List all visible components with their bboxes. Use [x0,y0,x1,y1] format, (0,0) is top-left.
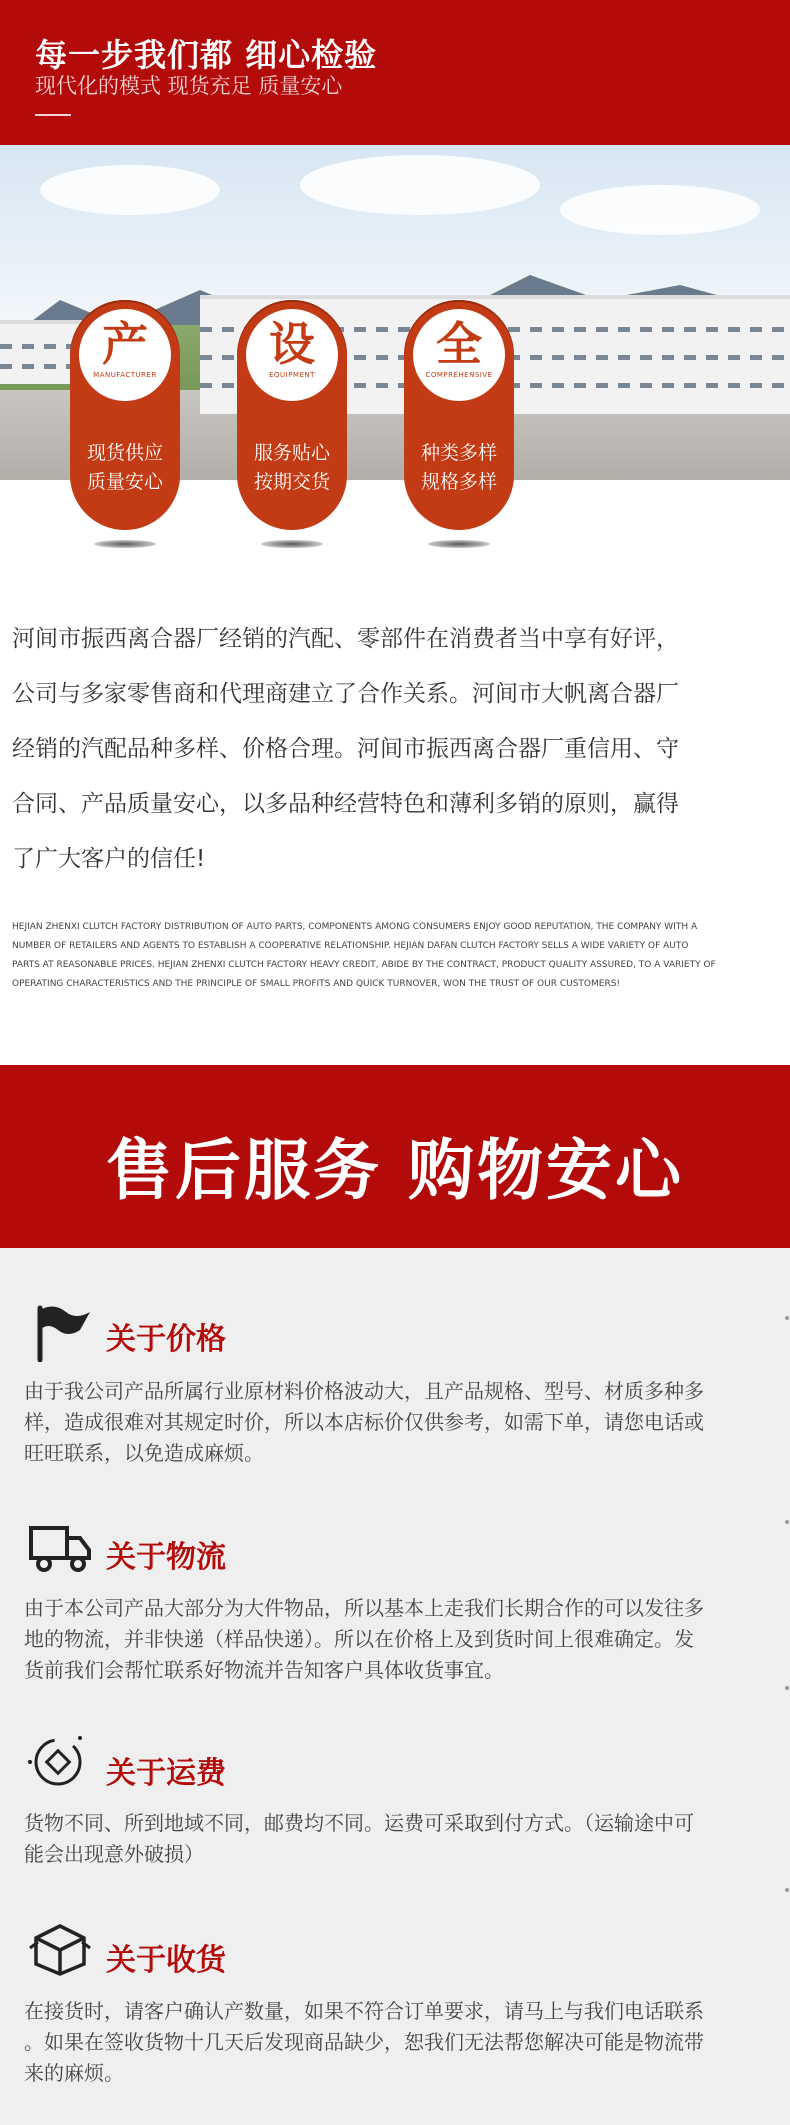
intro-cn-line: 合同、产品质量安心，以多品种经营特色和薄利多销的原则，赢得 [12,791,679,817]
badge-comprehensive [404,300,514,530]
section-title-shipping: 关于运费 [106,1756,226,1791]
intro-english [12,918,782,994]
section-title-receiving: 关于收货 [106,1943,226,1978]
section-line: 样，造成很难对其规定时价，所以本店标价仅供参考，如需下单，请您电话或 [24,1410,704,1434]
badge-line-2: 质量安心 [86,471,163,493]
section-line: 由于我公司产品所属行业原材料价格波动大，且产品规格、型号、材质多种多 [24,1379,704,1403]
badge-char: 全 [436,317,482,371]
coin-icon [24,1732,88,1790]
intro-en-line: HEJIAN ZHENXI CLUTCH FACTORY DISTRIBUTION OF AUTO PARTS, COMPONENTS AMONG CONSUMERS ENJOY GOOD REPUTATION, THE COMPANY WITH A [12,922,698,932]
badge-manufacturer [70,300,180,530]
badge-line-1: 种类多样 [420,442,497,464]
intro-chinese [12,612,782,887]
package-icon [28,1918,92,1976]
intro-cn-line: 公司与多家零售商和代理商建立了合作关系。河间市大帆离合器厂 [12,681,679,707]
section-line: 货物不同、所到地域不同，邮费均不同。运费可采取到付方式。（运输途中可 [24,1811,694,1835]
badge-char: 设 [269,317,315,371]
header-banner [0,0,790,145]
badge-en-label: MANUFACTURER [93,371,157,379]
header-title: 每一步我们都 细心检验 [35,36,378,74]
badge-equipment [237,300,347,530]
section-line: 来的麻烦。 [24,2061,124,2085]
section-title-price: 关于价格 [106,1322,226,1357]
badge-line-2: 按期交货 [253,471,330,493]
intro-en-line: OPERATING CHARACTERISTICS AND THE PRINCIPLE OF SMALL PROFITS AND QUICK TURNOVER, WON THE TRUST OF OUR CUSTOMERS! [12,979,621,989]
section-text-logistics [24,1593,769,1686]
section-line: 货前我们会帮忙联系好物流并告知客户具体收货事宜。 [24,1658,504,1682]
service-title: 售后服务 购物安心 [106,1132,684,1209]
badge-line-1: 服务贴心 [253,442,330,464]
flag-icon [28,1304,92,1362]
badge-en-label: EQUIPMENT [269,371,315,379]
intro-en-line: PARTS AT REASONABLE PRICES. HEJIAN ZHENXI CLUTCH FACTORY HEAVY CREDIT, ABIDE BY THE CONTRACT, PRODUCT QUALITY ASSURED, TO A VARIETY OF [12,960,716,970]
header-subtitle: 现代化的模式 现货充足 质量安心 [35,74,343,98]
section-line: 能会出现意外破损） [24,1842,204,1866]
header-divider [35,114,71,116]
section-line: 在接货时，请客户确认产数量，如果不符合订单要求，请马上与我们电话联系 [24,1999,704,2023]
intro-en-line: NUMBER OF RETAILERS AND AGENTS TO ESTABLISH A COOPERATIVE RELATIONSHIP. HEJIAN DAFAN CLUTCH FACTORY SELLS A WIDE VARIETY OF AUTO [12,941,689,951]
section-text-price [24,1376,769,1469]
section-line: 由于本公司产品大部分为大件物品，所以基本上走我们长期合作的可以发往多 [24,1596,704,1620]
service-banner [0,1065,790,1248]
badge-line-1: 现货供应 [86,442,163,464]
intro-cn-line: 了广大客户的信任! [12,846,206,872]
badge-line-2: 规格多样 [420,471,497,493]
badge-char: 产 [102,317,148,371]
intro-cn-line: 河间市振西离合器厂经销的汽配、零部件在消费者当中享有好评， [12,626,679,652]
section-title-logistics: 关于物流 [106,1540,226,1575]
section-text-receiving [24,1996,769,2089]
section-text-shipping [24,1808,769,1870]
intro-cn-line: 经销的汽配品种多样、价格合理。河间市振西离合器厂重信用、守 [12,736,679,762]
section-line: 旺旺联系，以免造成麻烦。 [24,1441,264,1465]
service-sections [0,1248,790,2125]
section-line: 。如果在签收货物十几天后发现商品缺少，恕我们无法帮您解决可能是物流带 [24,2030,704,2054]
badge-en-label: COMPREHENSIVE [425,371,493,379]
truck-icon [28,1522,92,1580]
section-line: 地的物流，并非快递（样品快递）。所以在价格上及到货时间上很难确定。发 [24,1627,694,1651]
